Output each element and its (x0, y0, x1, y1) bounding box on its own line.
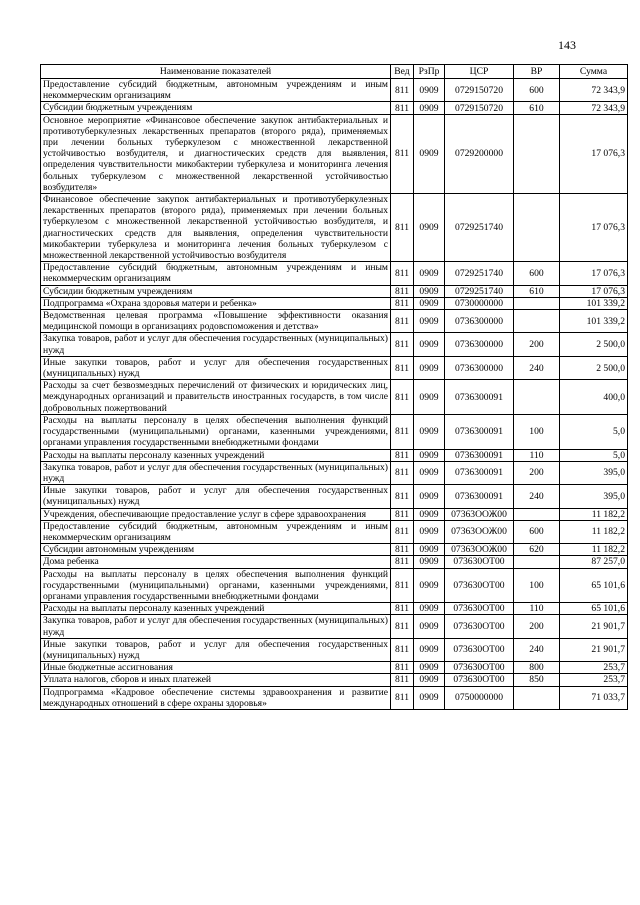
cell-rzpr: 0909 (414, 615, 445, 638)
header-vr: ВР (514, 65, 560, 79)
cell-csr: 0730000000 (445, 297, 514, 309)
header-sum: Сумма (560, 65, 628, 79)
cell-ved: 811 (391, 461, 414, 484)
cell-ved: 811 (391, 356, 414, 379)
cell-rzpr: 0909 (414, 544, 445, 556)
cell-vr: 610 (514, 102, 560, 114)
table-row (41, 508, 628, 520)
cell-sum: 101 339,2 (560, 310, 628, 333)
cell-ved: 811 (391, 449, 414, 461)
cell-name: Иные бюджетные ассигнования (41, 662, 391, 674)
cell-vr: 200 (514, 615, 560, 638)
cell-rzpr: 0909 (414, 262, 445, 285)
cell-rzpr: 0909 (414, 485, 445, 508)
cell-ved: 811 (391, 686, 414, 709)
cell-ved: 811 (391, 414, 414, 449)
header-rzpr: РзПр (414, 65, 445, 79)
cell-name: Расходы на выплаты персоналу казенных учреждений (41, 449, 391, 461)
cell-name: Уплата налогов, сборов и иных платежей (41, 674, 391, 686)
cell-vr: 620 (514, 544, 560, 556)
cell-vr: 100 (514, 568, 560, 603)
cell-sum: 2 500,0 (560, 333, 628, 356)
cell-rzpr: 0909 (414, 297, 445, 309)
cell-name: Предоставление субсидий бюджетным, автономным учреждениям и иным некоммерческим организациям (41, 79, 391, 102)
cell-vr (514, 114, 560, 193)
table-row (41, 333, 628, 356)
cell-ved: 811 (391, 674, 414, 686)
cell-rzpr: 0909 (414, 520, 445, 543)
table-row (41, 194, 628, 262)
cell-rzpr: 0909 (414, 508, 445, 520)
table-row (41, 461, 628, 484)
cell-ved: 811 (391, 603, 414, 615)
cell-name: Субсидии автономным учреждениям (41, 544, 391, 556)
cell-sum: 5,0 (560, 414, 628, 449)
cell-vr (514, 194, 560, 262)
table-row (41, 297, 628, 309)
cell-rzpr: 0909 (414, 662, 445, 674)
cell-ved: 811 (391, 262, 414, 285)
cell-ved: 811 (391, 79, 414, 102)
cell-ved: 811 (391, 520, 414, 543)
cell-sum: 72 343,9 (560, 102, 628, 114)
header-name: Наименование показателей (41, 65, 391, 79)
table-row (41, 79, 628, 102)
cell-vr (514, 686, 560, 709)
cell-sum: 11 182,2 (560, 544, 628, 556)
cell-ved: 811 (391, 333, 414, 356)
cell-csr: 0736300091 (445, 414, 514, 449)
cell-ved: 811 (391, 114, 414, 193)
table-row (41, 568, 628, 603)
cell-rzpr: 0909 (414, 414, 445, 449)
cell-csr: 0729150720 (445, 79, 514, 102)
cell-sum: 101 339,2 (560, 297, 628, 309)
cell-sum: 11 182,2 (560, 508, 628, 520)
cell-name: Расходы на выплаты персоналу в целях обеспечения выполнения функций государственными (муниципальными) органами, казенными учреждениями, органами управления государственными внебюджетными фондами (41, 414, 391, 449)
cell-sum: 17 076,3 (560, 262, 628, 285)
table-row (41, 615, 628, 638)
cell-name: Закупка товаров, работ и услуг для обеспечения государственных (муниципальных) нужд (41, 615, 391, 638)
cell-rzpr: 0909 (414, 79, 445, 102)
cell-rzpr: 0909 (414, 568, 445, 603)
cell-rzpr: 0909 (414, 461, 445, 484)
cell-name: Закупка товаров, работ и услуг для обеспечения государственных (муниципальных) нужд (41, 333, 391, 356)
cell-ved: 811 (391, 638, 414, 661)
cell-vr: 200 (514, 461, 560, 484)
cell-rzpr: 0909 (414, 356, 445, 379)
table-row (41, 356, 628, 379)
cell-name: Предоставление субсидий бюджетным, автономным учреждениям и иным некоммерческим организациям (41, 262, 391, 285)
cell-ved: 811 (391, 544, 414, 556)
cell-vr: 610 (514, 285, 560, 297)
cell-rzpr: 0909 (414, 674, 445, 686)
cell-csr: 07363ООЖ00 (445, 508, 514, 520)
cell-ved: 811 (391, 380, 414, 415)
cell-rzpr: 0909 (414, 310, 445, 333)
cell-sum: 2 500,0 (560, 356, 628, 379)
table-row (41, 102, 628, 114)
cell-vr: 850 (514, 674, 560, 686)
table-row (41, 520, 628, 543)
cell-name: Ведомственная целевая программа «Повышение эффективности оказания медицинской помощи в организациях родовспоможения и детства» (41, 310, 391, 333)
cell-csr: 0736300091 (445, 485, 514, 508)
header-csr: ЦСР (445, 65, 514, 79)
cell-vr (514, 297, 560, 309)
cell-csr: 0750000000 (445, 686, 514, 709)
cell-ved: 811 (391, 615, 414, 638)
cell-csr: 0736300000 (445, 333, 514, 356)
table-row (41, 114, 628, 193)
cell-sum: 65 101,6 (560, 568, 628, 603)
cell-name: Расходы на выплаты персоналу в целях обеспечения выполнения функций государственными (муниципальными) органами, казенными учреждениями, органами управления государственными внебюджетными фондами (41, 568, 391, 603)
cell-vr: 110 (514, 603, 560, 615)
cell-csr: 073630ОТ00 (445, 568, 514, 603)
cell-csr: 0729251740 (445, 262, 514, 285)
table-row (41, 380, 628, 415)
cell-sum: 65 101,6 (560, 603, 628, 615)
cell-sum: 400,0 (560, 380, 628, 415)
cell-sum: 71 033,7 (560, 686, 628, 709)
cell-name: Подпрограмма «Кадровое обеспечение системы здравоохранения и развитие международных отношений в сфере охраны здоровья» (41, 686, 391, 709)
cell-name: Учреждения, обеспечивающие предоставление услуг в сфере здравоохранения (41, 508, 391, 520)
cell-vr (514, 508, 560, 520)
cell-sum: 253,7 (560, 674, 628, 686)
cell-csr: 0736300091 (445, 380, 514, 415)
cell-sum: 17 076,3 (560, 194, 628, 262)
cell-ved: 811 (391, 285, 414, 297)
cell-sum: 17 076,3 (560, 285, 628, 297)
cell-ved: 811 (391, 556, 414, 568)
cell-sum: 11 182,2 (560, 520, 628, 543)
cell-name: Закупка товаров, работ и услуг для обеспечения государственных (муниципальных) нужд (41, 461, 391, 484)
cell-vr (514, 310, 560, 333)
table-row (41, 449, 628, 461)
cell-rzpr: 0909 (414, 285, 445, 297)
cell-sum: 72 343,9 (560, 79, 628, 102)
cell-csr: 073630ОТ00 (445, 603, 514, 615)
cell-name: Иные закупки товаров, работ и услуг для обеспечения государственных (муниципальных) нужд (41, 485, 391, 508)
cell-ved: 811 (391, 297, 414, 309)
cell-vr: 800 (514, 662, 560, 674)
cell-vr: 600 (514, 262, 560, 285)
cell-name: Иные закупки товаров, работ и услуг для обеспечения государственных (муниципальных) нужд (41, 638, 391, 661)
cell-csr: 0729150720 (445, 102, 514, 114)
cell-ved: 811 (391, 662, 414, 674)
cell-rzpr: 0909 (414, 114, 445, 193)
table-row (41, 544, 628, 556)
cell-rzpr: 0909 (414, 102, 445, 114)
cell-sum: 395,0 (560, 461, 628, 484)
cell-ved: 811 (391, 508, 414, 520)
cell-vr (514, 556, 560, 568)
cell-name: Расходы на выплаты персоналу казенных учреждений (41, 603, 391, 615)
cell-vr: 110 (514, 449, 560, 461)
cell-csr: 0736300091 (445, 461, 514, 484)
cell-vr: 240 (514, 638, 560, 661)
cell-vr: 600 (514, 520, 560, 543)
page-number: 143 (558, 38, 576, 52)
cell-csr: 0729200000 (445, 114, 514, 193)
table-row (41, 603, 628, 615)
table-row (41, 485, 628, 508)
table-row (41, 662, 628, 674)
table-row (41, 638, 628, 661)
cell-vr: 100 (514, 414, 560, 449)
table-row (41, 414, 628, 449)
table-row (41, 285, 628, 297)
cell-rzpr: 0909 (414, 333, 445, 356)
cell-rzpr: 0909 (414, 380, 445, 415)
cell-rzpr: 0909 (414, 603, 445, 615)
cell-name: Предоставление субсидий бюджетным, автономным учреждениям и иным некоммерческим организациям (41, 520, 391, 543)
cell-name: Субсидии бюджетным учреждениям (41, 102, 391, 114)
cell-csr: 073630ОТ00 (445, 662, 514, 674)
cell-csr: 0729251740 (445, 285, 514, 297)
cell-name: Расходы за счет безвозмездных перечислений от физических и юридических лиц, международных организаций и правительств иностранных государств, в том числе добровольных пожертвований (41, 380, 391, 415)
budget-table (40, 64, 628, 710)
cell-csr: 0736300000 (445, 356, 514, 379)
table-row (41, 262, 628, 285)
cell-name: Иные закупки товаров, работ и услуг для обеспечения государственных (муниципальных) нужд (41, 356, 391, 379)
cell-rzpr: 0909 (414, 556, 445, 568)
cell-rzpr: 0909 (414, 686, 445, 709)
cell-ved: 811 (391, 485, 414, 508)
cell-csr: 07363ООЖ00 (445, 520, 514, 543)
table-header-row (41, 65, 628, 79)
cell-csr: 07363ООЖ00 (445, 544, 514, 556)
cell-rzpr: 0909 (414, 449, 445, 461)
cell-sum: 5,0 (560, 449, 628, 461)
cell-rzpr: 0909 (414, 638, 445, 661)
cell-rzpr: 0909 (414, 194, 445, 262)
cell-name: Дома ребенка (41, 556, 391, 568)
cell-ved: 811 (391, 194, 414, 262)
cell-sum: 21 901,7 (560, 615, 628, 638)
cell-sum: 17 076,3 (560, 114, 628, 193)
cell-csr: 0736300000 (445, 310, 514, 333)
cell-sum: 21 901,7 (560, 638, 628, 661)
cell-sum: 87 257,0 (560, 556, 628, 568)
cell-csr: 073630ОТ00 (445, 674, 514, 686)
cell-csr: 0729251740 (445, 194, 514, 262)
cell-vr: 600 (514, 79, 560, 102)
cell-name: Субсидии бюджетным учреждениям (41, 285, 391, 297)
cell-name: Подпрограмма «Охрана здоровья матери и ребенка» (41, 297, 391, 309)
cell-sum: 395,0 (560, 485, 628, 508)
cell-csr: 073630ОТ00 (445, 638, 514, 661)
cell-csr: 073630ОТ00 (445, 556, 514, 568)
cell-vr: 240 (514, 485, 560, 508)
table-row (41, 686, 628, 709)
cell-ved: 811 (391, 568, 414, 603)
table-row (41, 674, 628, 686)
cell-csr: 073630ОТ00 (445, 615, 514, 638)
table-row (41, 310, 628, 333)
cell-vr (514, 380, 560, 415)
cell-ved: 811 (391, 102, 414, 114)
cell-csr: 0736300091 (445, 449, 514, 461)
cell-name: Основное мероприятие «Финансовое обеспечение закупок антибактериальных и противотуберкулезных лекарственных препаратов (второго ряда), применяемых при лечении больных туберкулезом с множественной лекарственной устойчивостью возбудителя, и диагностических средств для выявления, определения чувствительности микобактерии туберкулеза и мониторинга лечения больных туберкулезом с множественной лекарственной устойчивостью возбудителя» (41, 114, 391, 193)
cell-vr: 240 (514, 356, 560, 379)
cell-sum: 253,7 (560, 662, 628, 674)
header-ved: Вед (391, 65, 414, 79)
table-row (41, 556, 628, 568)
cell-ved: 811 (391, 310, 414, 333)
cell-vr: 200 (514, 333, 560, 356)
cell-name: Финансовое обеспечение закупок антибактериальных и противотуберкулезных лекарственных препаратов (второго ряда), применяемых при лечении больных туберкулезом с множественной лекарственной устойчивостью возбудителя, и диагностических средств для выявления, определения чувствительности микобактерии туберкулеза и мониторинга лечения больных туберкулезом с множественной лекарственной устойчивостью возбудителя (41, 194, 391, 262)
